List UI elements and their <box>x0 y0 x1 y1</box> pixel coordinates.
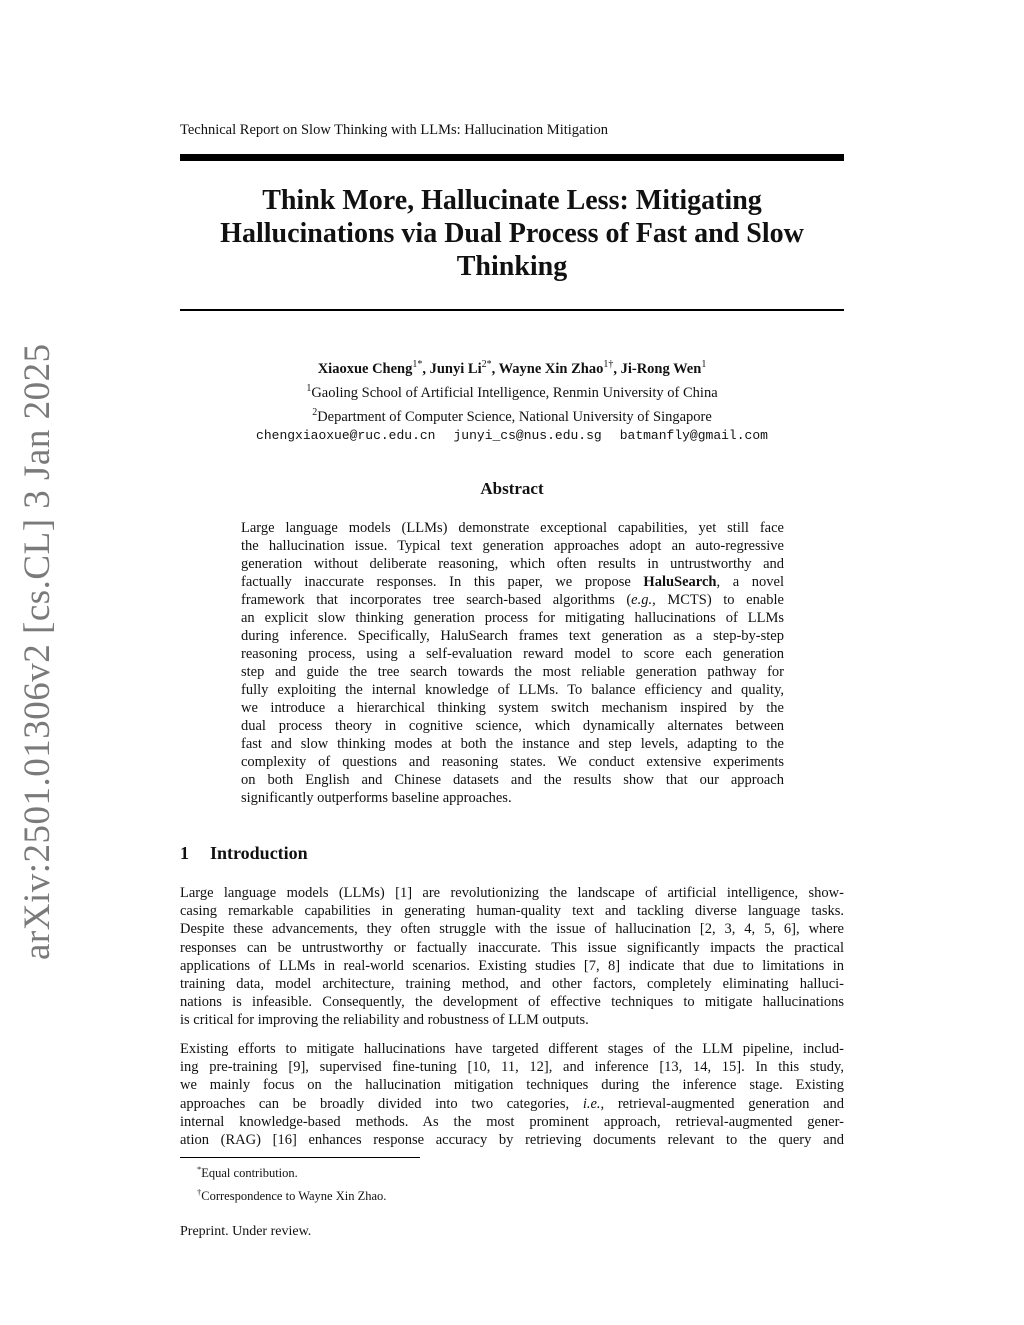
abstract-heading: Abstract <box>480 479 544 498</box>
footnote-rule <box>180 1157 420 1158</box>
body-line: ation (RAG) [16] enhances response accuracy by retrieving documents relevant to the query and <box>180 1132 844 1149</box>
abstract-line: the hallucination issue. Typical text generation approaches adopt an auto-regressive <box>241 538 784 554</box>
body-line: responses can be untrustworthy or factually inaccurate. This issue significantly impacts the practical <box>180 939 844 956</box>
abstract-line: step and guide the tree search towards the most reliable generation pathway for <box>241 664 784 680</box>
title-line: Think More, Hallucinate Less: Mitigating <box>262 185 762 216</box>
abstract-line: generation without deliberate reasoning, which often results in untrustworthy and <box>241 556 784 572</box>
body-line: ing pre-training [9], supervised fine-tuning [10, 11, 12], and inference [13, 14, 15]. In this study, <box>180 1059 844 1076</box>
abstract-line: framework that incorporates tree search-based algorithms (e.g., MCTS) to enable <box>241 592 784 608</box>
body-line: Large language models (LLMs) [1] are revolutionizing the landscape of artificial intelligence, show- <box>180 885 844 901</box>
section-title: Introduction <box>210 843 308 863</box>
abstract-line: fully exploiting the internal knowledge of LLMs. To balance efficiency and quality, <box>241 682 784 698</box>
footnote: †Correspondence to Wayne Xin Zhao. <box>197 1187 387 1204</box>
email-link[interactable]: batmanfly@gmail.com <box>619 428 768 444</box>
body-line: nations is infeasible. Consequently, the development of effective techniques to mitigate hallucinations <box>180 994 844 1011</box>
author-name: Xiaoxue Cheng <box>317 360 413 377</box>
footnote: *Equal contribution. <box>197 1164 298 1181</box>
author-emails <box>180 426 844 446</box>
email-link[interactable]: junyi_cs@nus.edu.sg <box>453 428 602 444</box>
section-number: 1 <box>180 843 189 863</box>
affiliation-1: $^1$Gaoling School of Artificial Intelligence, Renmin University of China <box>306 382 718 401</box>
abstract-line: Large language models (LLMs) demonstrate exceptional capabilities, yet still face <box>241 520 784 536</box>
body-line: we mainly focus on the hallucination mitigation techniques during the inference stage. Existing <box>180 1077 844 1094</box>
title-rule-top <box>180 154 844 161</box>
section-heading-introduction <box>180 843 308 864</box>
affiliation-mark: 1 <box>701 359 707 370</box>
body-line: internal knowledge-based methods. As the most prominent approach, retrieval-augmented gener- <box>180 1113 844 1130</box>
abstract-line: we introduce a hierarchical thinking system switch mechanism inspired by the <box>241 700 784 716</box>
paper-title <box>180 184 844 283</box>
body-line: training data, model architecture, training method, and other factors, completely eliminating halluci- <box>180 976 844 993</box>
abstract-line: on both English and Chinese datasets and the results show that our approach <box>241 772 784 788</box>
abstract-line: reasoning process, using a self-evaluation reward model to score each generation <box>241 646 784 662</box>
author-name: Ji-Rong Wen <box>620 360 702 377</box>
intro-paragraph-1 <box>180 884 844 1030</box>
method-name: HaluSearch <box>643 574 717 590</box>
footnotes <box>197 1160 386 1206</box>
abstract-line: an explicit slow thinking generation process for mitigating hallucinations of LLMs <box>241 610 784 626</box>
email-link[interactable]: chengxiaoxue@ruc.edu.cn <box>256 428 436 444</box>
affiliation-2: $^2$Department of Computer Science, National University of Singapore <box>312 406 712 425</box>
body-line: Existing efforts to mitigate hallucinations have targeted different stages of the LLM pipeline, includ- <box>180 1041 844 1057</box>
abstract-body <box>241 519 784 807</box>
body-line: casing remarkable capabilities in generating human-quality text and tackling diverse language tasks. <box>180 903 844 920</box>
affiliation-mark: 1 <box>412 359 418 370</box>
affiliation-mark: 2 <box>481 359 487 370</box>
affiliation-mark: 1 <box>603 359 609 370</box>
author-name: Wayne Xin Zhao <box>498 360 604 377</box>
abstract-line: significantly outperforms baseline approaches. <box>241 790 512 806</box>
running-head: Technical Report on Slow Thinking with LLMs: Hallucination Mitigation <box>180 122 609 138</box>
arxiv-identifier-stamp: arXiv:2501.01306v2 [cs.CL] 3 Jan 2025 <box>17 343 58 960</box>
body-line: approaches can be broadly divided into two categories, i.e., retrieval-augmented generation and <box>180 1095 845 1112</box>
author-block <box>180 355 844 446</box>
abstract-line: fast and slow thinking modes at both the instance and step levels, adapting to the <box>241 736 784 752</box>
preprint-notice: Preprint. Under review. <box>180 1224 312 1239</box>
body-line: applications of LLMs in real-world scenarios. Existing studies [7, 8] indicate that due to limitations in <box>180 957 844 974</box>
abstract-line: complexity of questions and reasoning states. We conduct extensive experiments <box>241 754 784 770</box>
title-line: Hallucinations via Dual Process of Fast and Slow <box>220 218 804 249</box>
author-name: Junyi Li <box>429 360 482 377</box>
abstract-line: dual process theory in cognitive science, which dynamically alternates between <box>241 718 784 734</box>
body-line: Despite these advancements, they often struggle with the issue of hallucination [2, 3, 4, 5, 6], where <box>180 921 844 938</box>
intro-paragraph-2 <box>180 1040 844 1149</box>
title-rule-bottom <box>180 309 844 311</box>
abstract-line: factually inaccurate responses. In this paper, we propose HaluSearch, a novel <box>241 574 785 590</box>
author-names: Xiaoxue Cheng$^{1*}$, Junyi $Li^{2*}$, Wayne Xin Zhao$^{1\dagger}$, Ji-Rong Wen$^1$ <box>317 359 707 377</box>
title-line: Thinking <box>456 251 568 282</box>
abstract-line: during inference. Specifically, HaluSearch frames text generation as a step-by-step <box>241 628 784 644</box>
body-line: is critical for improving the reliability and robustness of LLM outputs. <box>180 1012 589 1029</box>
